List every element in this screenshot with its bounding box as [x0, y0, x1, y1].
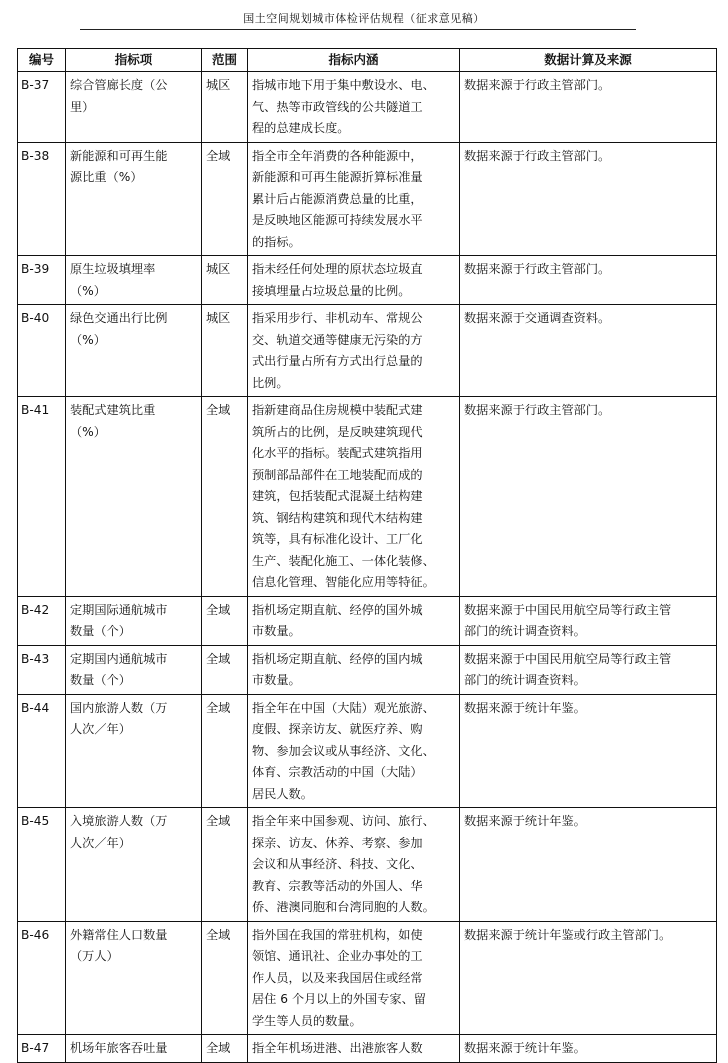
row-source: 数据来源于中国民用航空局等行政主管 部门的统计调查资料。: [460, 645, 717, 694]
indicator-table: [17, 48, 717, 1063]
column-header-source: 数据计算及来源: [460, 49, 717, 72]
table-row: [18, 1035, 717, 1063]
row-meaning: 指全年机场进港、出港旅客人数: [248, 1035, 460, 1063]
row-meaning: 指全市全年消费的各种能源中， 新能源和可再生能源折算标准量 累计后占能源消费总量的比重， 是反映地区能源可持续发展水平 的指标。: [248, 142, 460, 256]
row-code: B-37: [18, 72, 66, 143]
row-indicator: 原生垃圾填埋率 （%）: [66, 256, 202, 305]
row-indicator: 入境旅游人数（万 人次／年）: [66, 808, 202, 922]
column-header-indicator: 指标项: [66, 49, 202, 72]
row-code: B-44: [18, 694, 66, 808]
table-row: [18, 645, 717, 694]
row-code: B-41: [18, 397, 66, 597]
row-source: 数据来源于统计年鉴。: [460, 1035, 717, 1063]
table-row: [18, 305, 717, 397]
row-meaning: 指外国在我国的常驻机构，如使 领馆、通讯社、企业办事处的工 作人员，以及来我国居住或经常 居住 6 个月以上的外国专家、留 学生等人员的数量。: [248, 921, 460, 1035]
row-meaning: 指未经任何处理的原状态垃圾直 接填埋量占垃圾总量的比例。: [248, 256, 460, 305]
table-header-row: [18, 49, 717, 72]
table-row: [18, 142, 717, 256]
row-scope: 全域: [202, 397, 248, 597]
row-scope: 全域: [202, 921, 248, 1035]
row-source: 数据来源于中国民用航空局等行政主管 部门的统计调查资料。: [460, 596, 717, 645]
table-row: [18, 921, 717, 1035]
row-scope: 全域: [202, 1035, 248, 1063]
row-indicator: 国内旅游人数（万 人次／年）: [66, 694, 202, 808]
row-meaning: 指全年在中国（大陆）观光旅游、 度假、探亲访友、就医疗养、购 物、参加会议或从事经济、文化、 体育、宗教活动的中国（大陆） 居民人数。: [248, 694, 460, 808]
page-header-title: 国土空间规划城市体检评估规程（征求意见稿）: [243, 12, 485, 25]
row-source: 数据来源于交通调查资料。: [460, 305, 717, 397]
row-source: 数据来源于行政主管部门。: [460, 72, 717, 143]
table-row: [18, 808, 717, 922]
row-scope: 城区: [202, 72, 248, 143]
row-indicator: 机场年旅客吞吐量: [66, 1035, 202, 1063]
row-indicator: 外籍常住人口数量 （万人）: [66, 921, 202, 1035]
row-meaning: 指新建商品住房规模中装配式建 筑所占的比例，是反映建筑现代 化水平的指标。装配式建筑指用 预制部品部件在工地装配而成的 建筑，包括装配式混凝土结构建 筑、钢结构建筑和现代木结构建 筑等，具有标准化设计、工厂化 生产、装配化施工、一体化装修、 信息化管理、智能化应用等特征。: [248, 397, 460, 597]
row-source: 数据来源于统计年鉴。: [460, 694, 717, 808]
row-indicator: 绿色交通出行比例 （%）: [66, 305, 202, 397]
table-row: [18, 596, 717, 645]
row-indicator: 装配式建筑比重 （%）: [66, 397, 202, 597]
row-scope: 城区: [202, 256, 248, 305]
row-source: 数据来源于统计年鉴。: [460, 808, 717, 922]
row-indicator: 定期国内通航城市 数量（个）: [66, 645, 202, 694]
row-code: B-38: [18, 142, 66, 256]
row-scope: 全域: [202, 808, 248, 922]
table-row: [18, 694, 717, 808]
row-indicator: 新能源和可再生能 源比重（%）: [66, 142, 202, 256]
row-code: B-47: [18, 1035, 66, 1063]
column-header-scope: 范围: [202, 49, 248, 72]
row-code: B-40: [18, 305, 66, 397]
row-scope: 全域: [202, 645, 248, 694]
row-indicator: 综合管廊长度（公 里）: [66, 72, 202, 143]
row-code: B-42: [18, 596, 66, 645]
row-code: B-39: [18, 256, 66, 305]
row-scope: 全域: [202, 142, 248, 256]
table-row: [18, 397, 717, 597]
row-indicator: 定期国际通航城市 数量（个）: [66, 596, 202, 645]
row-meaning: 指机场定期直航、经停的国内城 市数量。: [248, 645, 460, 694]
row-meaning: 指全年来中国参观、访问、旅行、 探亲、访友、休养、考察、参加 会议和从事经济、科技、文化、 教育、宗教等活动的外国人、华 侨、港澳同胞和台湾同胞的人数。: [248, 808, 460, 922]
header-rule: [80, 29, 636, 30]
row-source: 数据来源于行政主管部门。: [460, 256, 717, 305]
row-scope: 城区: [202, 305, 248, 397]
row-source: 数据来源于统计年鉴或行政主管部门。: [460, 921, 717, 1035]
column-header-meaning: 指标内涵: [248, 49, 460, 72]
column-header-code: 编号: [18, 49, 66, 72]
table-row: [18, 72, 717, 143]
table-row: [18, 256, 717, 305]
row-source: 数据来源于行政主管部门。: [460, 397, 717, 597]
row-meaning: 指城市地下用于集中敷设水、电、 气、热等市政管线的公共隧道工 程的总建成长度。: [248, 72, 460, 143]
row-scope: 全域: [202, 596, 248, 645]
row-scope: 全域: [202, 694, 248, 808]
row-code: B-43: [18, 645, 66, 694]
row-code: B-46: [18, 921, 66, 1035]
row-meaning: 指采用步行、非机动车、常规公 交、轨道交通等健康无污染的方 式出行量占所有方式出行总量的 比例。: [248, 305, 460, 397]
row-source: 数据来源于行政主管部门。: [460, 142, 717, 256]
row-code: B-45: [18, 808, 66, 922]
row-meaning: 指机场定期直航、经停的国外城 市数量。: [248, 596, 460, 645]
